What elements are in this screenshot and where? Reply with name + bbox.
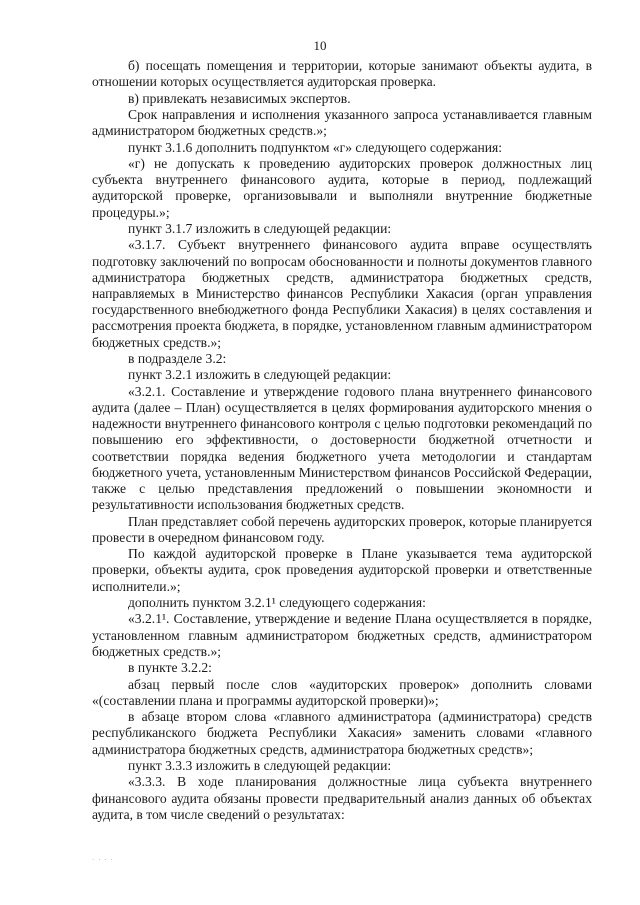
scan-mark: · · · ·: [92, 856, 114, 864]
paragraph: дополнить пунктом 3.2.1¹ следующего содержания:: [128, 594, 426, 610]
document-body: [92, 58, 592, 823]
paragraph: План представляет собой перечень аудиторских проверок, которые планируется провести в очередном финансовом году.: [92, 513, 592, 545]
paragraph: «г) не допускать к проведению аудиторских проверок должностных лиц субъекта внутреннего финансового аудита, которые в период, подлежащий аудиторской проверке, организовывали и выполняли внутренние бюджетные процедуры.»;: [92, 155, 592, 220]
paragraph: «3.2.1¹. Составление, утверждение и ведение Плана осуществляется в порядке, установленном главным администратором бюджетных средств, администратором бюджетных средств.»;: [92, 611, 592, 659]
paragraph: абзац первый после слов «аудиторских проверок» дополнить словами «(составлении плана и программы аудиторской проверки)»;: [92, 676, 592, 708]
paragraph: в абзаце втором слова «главного администратора (администратора) средств республиканского бюджета Республики Хакасия» заменить словами «главного администратора бюджетных средств, администратора бюджетных средств»;: [92, 709, 592, 757]
paragraph: пункт 3.3.3 изложить в следующей редакции:: [128, 757, 392, 773]
page-number: 10: [313, 38, 327, 53]
paragraph: б) посещать помещения и территории, которые занимают объекты аудита, в отношении которых осуществляется аудиторская проверка.: [92, 58, 592, 90]
paragraph: в подразделе 3.2:: [128, 350, 227, 366]
paragraph: По каждой аудиторской проверке в Плане указывается тема аудиторской проверки, объекты аудита, срок проведения аудиторской проверки и ответственные исполнители.»;: [92, 546, 592, 594]
paragraph: «3.3.3. В ходе планирования должностные лица субъекта внутреннего финансового аудита обязаны провести предварительный анализ данных об объектах аудита, в том числе сведений о результатах:: [92, 774, 592, 822]
paragraph: пункт 3.2.1 изложить в следующей редакции:: [128, 367, 392, 383]
paragraph: в пункте 3.2.2:: [128, 660, 212, 676]
paragraph: «3.1.7. Субъект внутреннего финансового аудита вправе осуществлять подготовку заключений по вопросам обоснованности и полноты документов главного администратора бюджетных средств, администратора бюджетных средств, направляемых в Министерство финансов Республики Хакасия (орган управления государственного внебюджетного фонда Республики Хакасия) в целях составления и рассмотрения проекта бюджета, в порядке, установленном главным администратором бюджетных средств.»;: [92, 237, 592, 350]
paragraph: «3.2.1. Составление и утверждение годового плана внутреннего финансового аудита (далее – План) осуществляется в целях формирования аудиторского мнения о надежности внутреннего финансового контроля с целью подготовки рекомендаций по повышению его эффективности, о достоверности бюджетной отчетности и соответствии порядка ведения бюджетного учета методологии и стандартам бюджетного учета, установленным Министерством финансов Российской Федерации, также с целью представления предложений о повышении экономности и результативности использования бюджетных средств.: [92, 383, 592, 513]
paragraph: в) привлекать независимых экспертов.: [128, 90, 351, 106]
paragraph: пункт 3.1.7 изложить в следующей редакции:: [128, 220, 392, 236]
paragraph: пункт 3.1.6 дополнить подпунктом «г» следующего содержания:: [128, 139, 503, 155]
paragraph: Срок направления и исполнения указанного запроса устанавливается главным администратором бюджетных средств.»;: [92, 106, 592, 139]
